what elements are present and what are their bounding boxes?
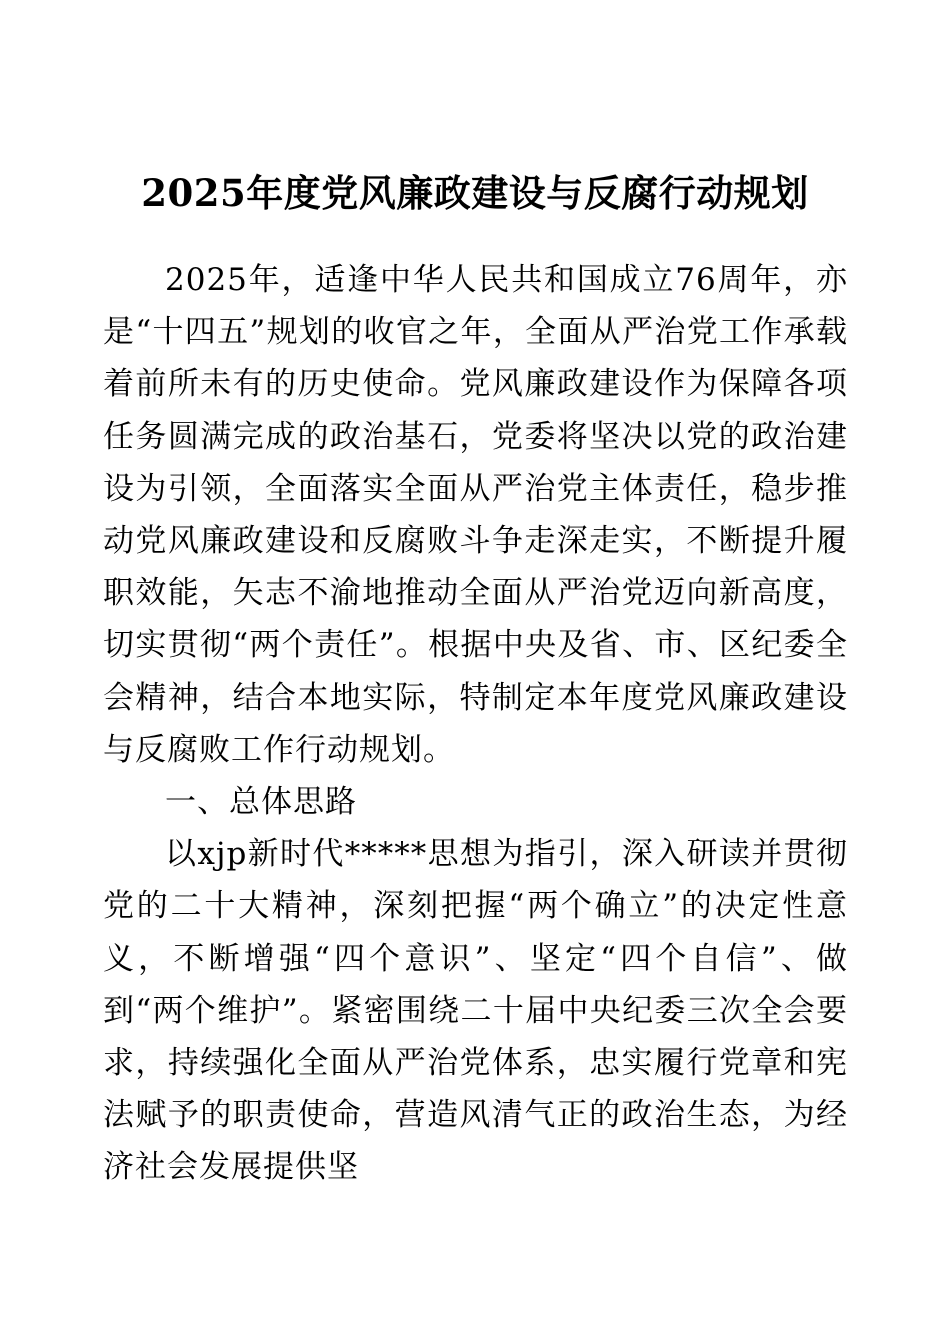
intro-paragraph: 2025年，适逢中华人民共和国成立76周年，亦是“十四五”规划的收官之年，全面从严治党工作承载着前所未有的历史使命。党风廉政建设作为保障各项任务圆满完成的政治基石，党委将坚决以党的政治建设为引领，全面落实全面从严治党主体责任，稳步推动党风廉政建设和反腐败斗争走深走实，不断提升履职效能，矢志不渝地推动全面从严治党迈向新高度，切实贯彻“两个责任”。根据中央及省、市、区纪委全会精神，结合本地实际，特制定本年度党风廉政建设与反腐败工作行动规划。 (103, 262, 848, 768)
section-heading: 一、总体思路 (165, 784, 357, 821)
document-title: 2025年度党风廉政建设与反腐行动规划 (141, 171, 809, 215)
section-paragraph: 以xjp新时代*****思想为指引，深入研读并贯彻党的二十大精神，深刻把握“两个确立”的决定性意义，不断增强“四个意识”、坚定“四个自信”、做到“两个维护”。紧密围绕二十届中央纪委三次全会要求，持续强化全面从严治党体系，忠实履行党章和宪法赋予的职责使命，营造风清气正的政治生态，为经济社会发展提供坚 (103, 836, 848, 1186)
document-body (103, 254, 848, 1194)
